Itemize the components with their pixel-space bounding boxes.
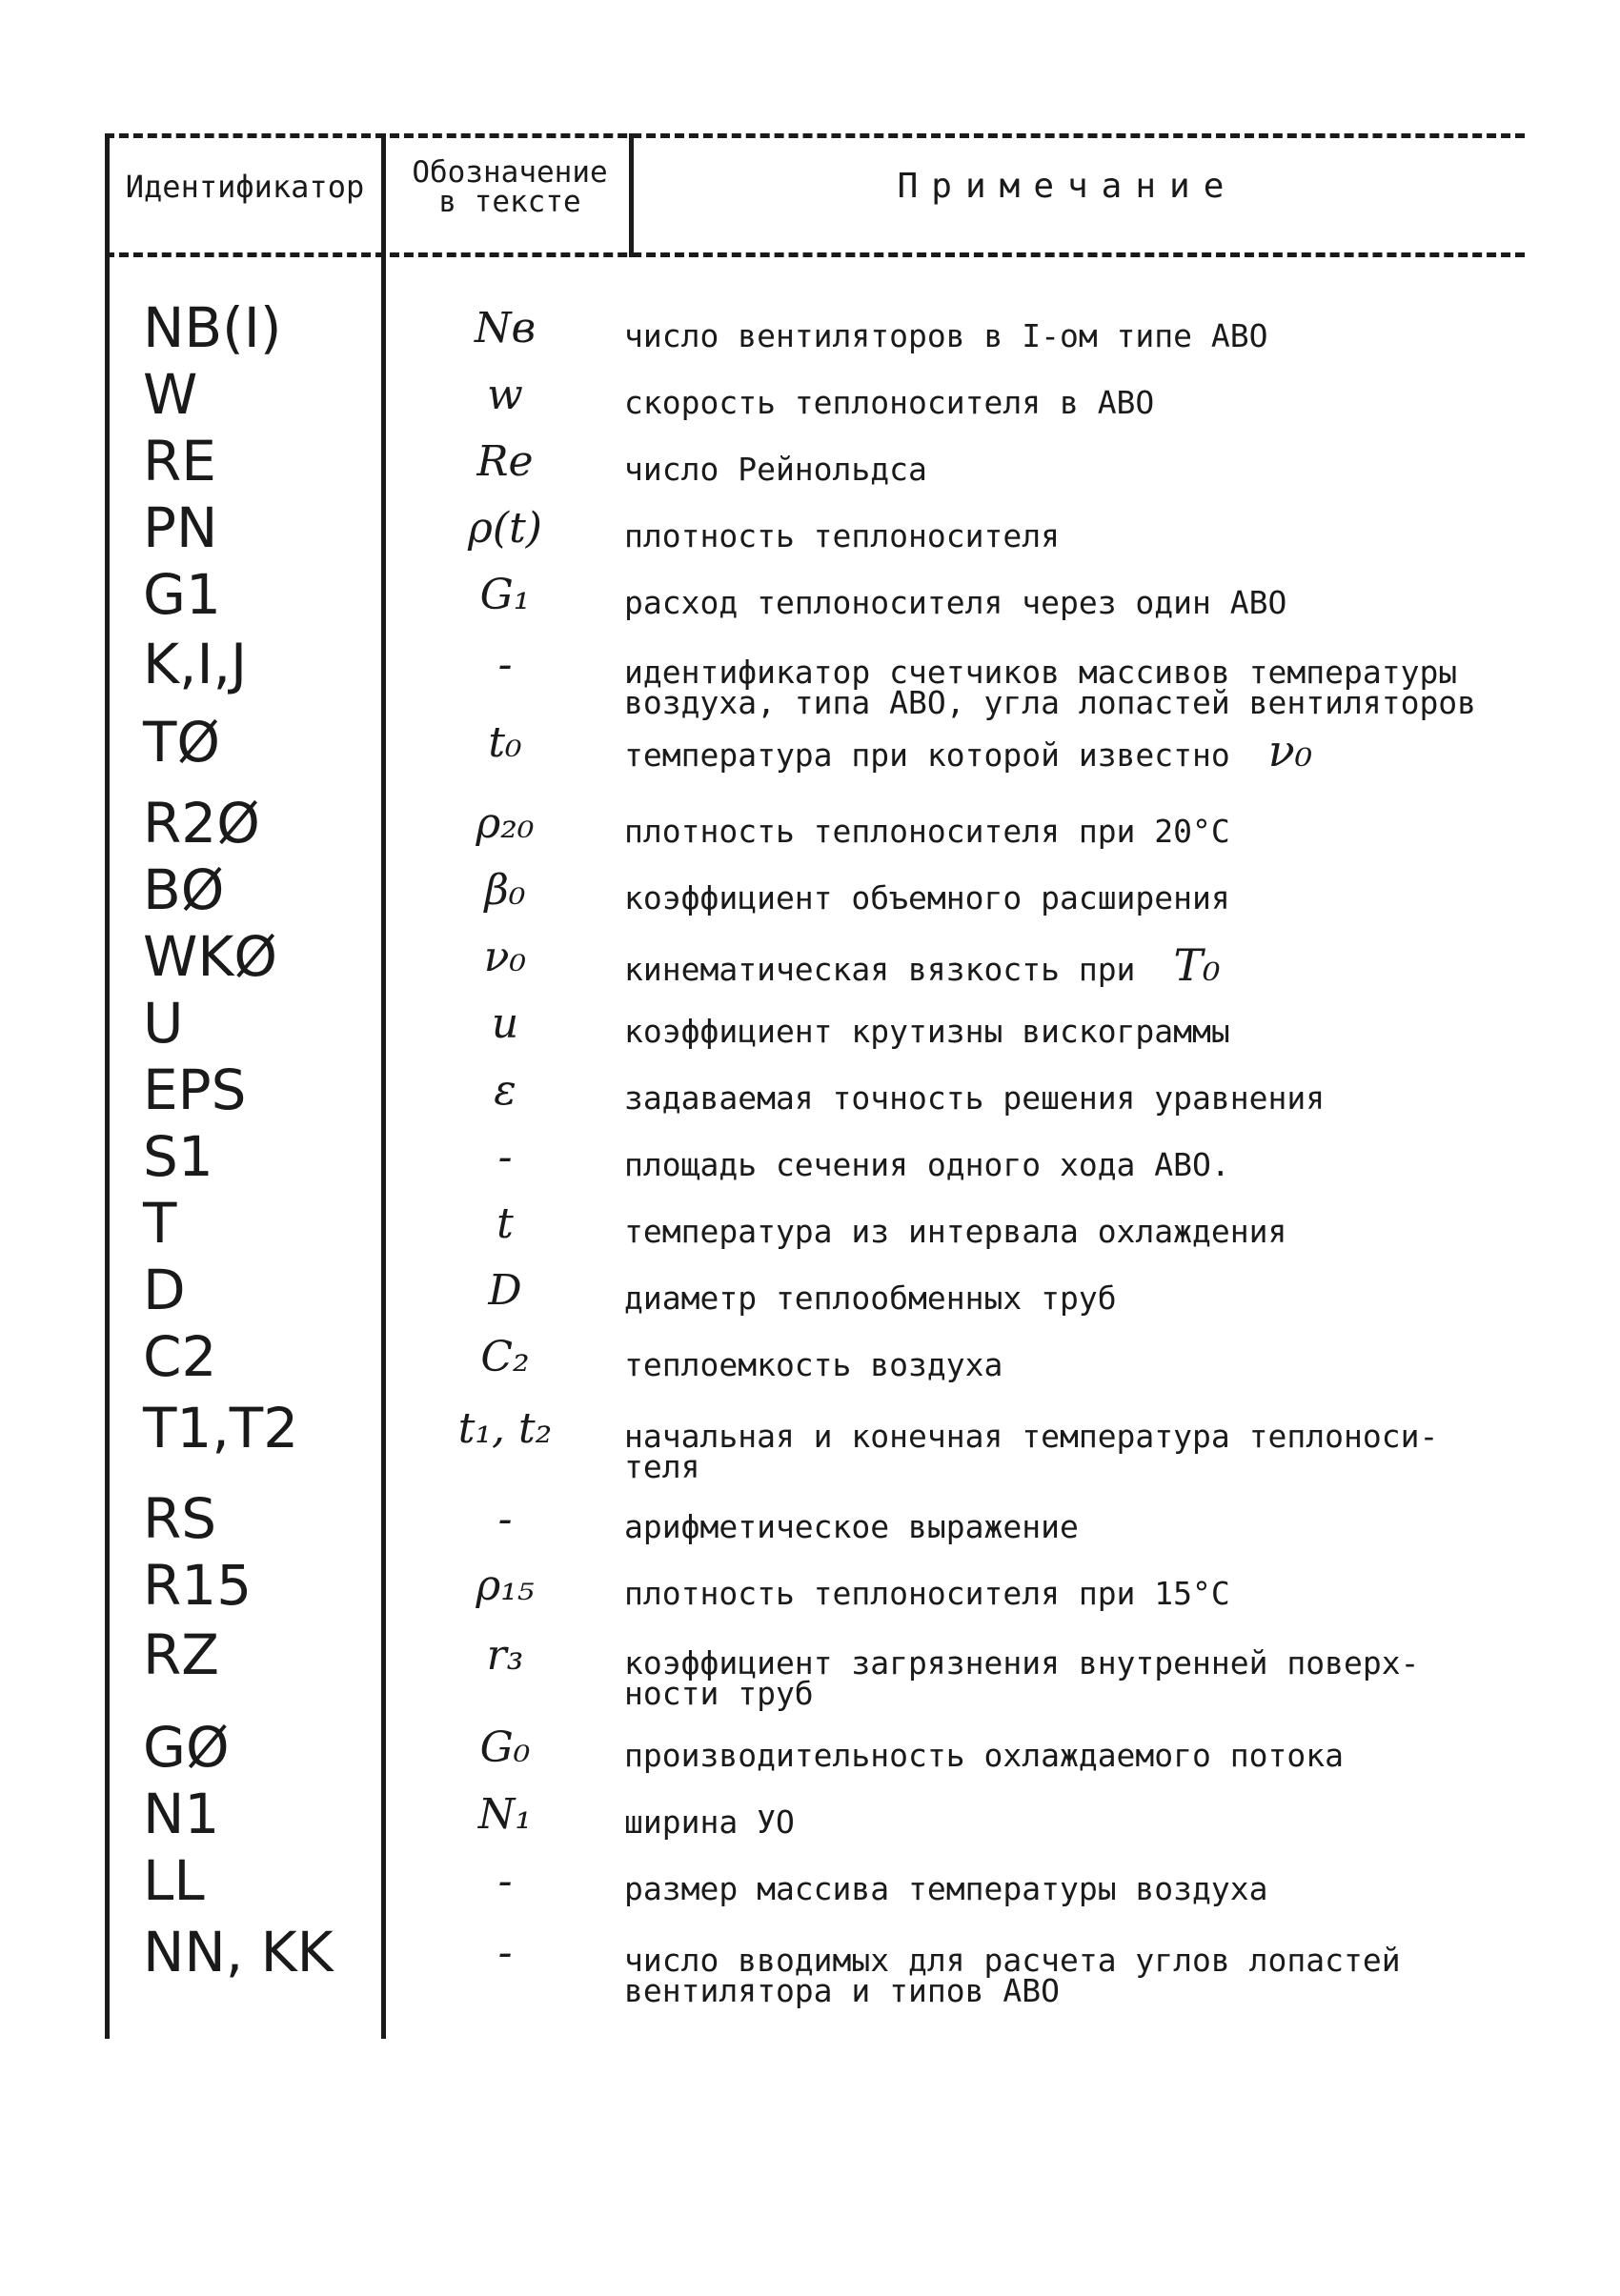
identifier-cell: NN, KK [143, 1920, 334, 1984]
designation-cell: t₀ [488, 718, 522, 767]
header-designation-line2: в тексте [438, 185, 581, 219]
table-top-rule [105, 133, 1525, 138]
designation-cell: - [497, 640, 513, 689]
designation-cell: G₀ [479, 1723, 531, 1772]
note-line: скорость теплоносителя в АВО [624, 384, 1155, 421]
identifier-cell: W [143, 362, 198, 427]
designation-cell: - [497, 1495, 513, 1543]
identifier-cell: EPS [143, 1057, 247, 1122]
identifier-cell: T1,T2 [143, 1396, 299, 1460]
note-cell [624, 1737, 1510, 1774]
note-cell [624, 1508, 1510, 1545]
note-line [624, 939, 1510, 991]
note-line: идентификатор счетчиков массивов температуры [624, 654, 1458, 691]
note-cell [624, 1575, 1510, 1612]
designation-cell: Re [476, 437, 534, 486]
designation-cell: ε [494, 1066, 516, 1115]
note-cell [624, 384, 1510, 421]
identifier-cell: C2 [143, 1324, 217, 1389]
designation-cell: - [497, 1133, 513, 1181]
note-cell [624, 1346, 1510, 1383]
note-line-text: температура при которой известно [624, 736, 1230, 774]
identifier-cell: BØ [143, 857, 225, 922]
note-cell [624, 1279, 1510, 1317]
identifier-cell: RZ [143, 1622, 220, 1687]
note-line: производительность охлаждаемого потока [624, 1737, 1344, 1774]
note-cell [624, 654, 1510, 721]
identifier-cell: S1 [143, 1124, 213, 1189]
identifier-cell: GØ [143, 1715, 230, 1780]
note-line: арифметическое выражение [624, 1508, 1079, 1545]
designation-cell: C₂ [480, 1333, 530, 1381]
note-cell [624, 1803, 1510, 1841]
designation-cell: u [491, 999, 519, 1048]
identifier-cell: NB(I) [143, 295, 282, 360]
designation-cell: - [497, 1857, 513, 1905]
note-line: вентилятора и типов АВО [624, 1972, 1060, 2009]
designation-cell: ρ(t) [468, 504, 542, 553]
identifier-cell: G1 [143, 562, 221, 627]
identifier-cell: T [143, 1191, 177, 1256]
note-cell [624, 1644, 1510, 1712]
designation-cell: ρ₁₅ [476, 1561, 535, 1610]
designation-cell: Nв [474, 304, 537, 352]
designation-cell: ρ₂₀ [476, 799, 535, 848]
identifier-cell: U [143, 991, 184, 1056]
designation-cell: D [488, 1266, 522, 1315]
designation-cell: w [487, 371, 523, 419]
identifier-cell: TØ [143, 710, 221, 775]
note-line: задаваемая точность решения уравнения [624, 1079, 1326, 1117]
note-line: коэффициент крутизны вискограммы [624, 1013, 1230, 1050]
identifier-cell: K,I,J [143, 632, 248, 696]
identifier-cell: WKØ [143, 924, 278, 989]
note-cell [624, 1013, 1510, 1050]
note-line: число Рейнольдса [624, 451, 927, 488]
identifier-cell: R2Ø [143, 791, 260, 856]
note-line: число вводимых для расчета углов лопастей [624, 1942, 1401, 1979]
identifier-cell: LL [143, 1848, 205, 1913]
note-line: плотность теплоносителя [624, 517, 1060, 554]
note-cell [624, 451, 1510, 488]
left-border [105, 133, 110, 2039]
header-identifier: Идентификатор [125, 169, 365, 205]
identifier-cell: D [143, 1258, 186, 1322]
note-symbol: T₀ [1173, 939, 1221, 991]
note-line: начальная и конечная температура теплоноси- [624, 1418, 1439, 1455]
note-cell [624, 813, 1510, 850]
note-line: температура из интервала охлаждения [624, 1213, 1287, 1250]
note-cell [624, 517, 1510, 554]
header-designation [391, 155, 629, 219]
note-line: коэффициент загрязнения внутренней поверх- [624, 1644, 1420, 1682]
note-symbol: ν₀ [1267, 725, 1313, 776]
header-designation-line1: Обозначение [412, 155, 608, 190]
header-note: Примечание [897, 167, 1238, 206]
note-line-text: кинематическая вязкость при [624, 951, 1136, 988]
designation-cell: - [497, 1928, 513, 1977]
note-line: теплоемкость воздуха [624, 1346, 1003, 1383]
note-line: плотность теплоносителя при 20°С [624, 813, 1230, 850]
note-line [624, 725, 1510, 776]
note-cell [624, 939, 1510, 991]
designation-cell: β₀ [484, 866, 526, 915]
note-line: плотность теплоносителя при 15°С [624, 1575, 1230, 1612]
designation-cell: ν₀ [483, 933, 527, 981]
note-cell [624, 1418, 1510, 1485]
column-divider-2 [629, 133, 634, 257]
designation-cell: G₁ [479, 571, 531, 619]
identifier-cell: R15 [143, 1553, 253, 1618]
note-cell [624, 1942, 1510, 2009]
designation-cell: r₃ [486, 1631, 524, 1680]
identifier-cell: N1 [143, 1782, 220, 1846]
note-cell [624, 1079, 1510, 1117]
identifier-cell: RS [143, 1486, 217, 1551]
note-line: коэффициент объемного расширения [624, 879, 1230, 916]
note-cell [624, 879, 1510, 916]
note-cell [624, 1146, 1510, 1183]
designation-cell: t₁, t₂ [457, 1404, 553, 1453]
note-line: число вентиляторов в I-ом типе АВО [624, 317, 1268, 354]
note-cell [624, 725, 1510, 776]
note-cell [624, 1213, 1510, 1250]
note-cell [624, 1870, 1510, 1907]
designation-cell: t [496, 1199, 514, 1248]
designation-cell: N₁ [477, 1790, 533, 1839]
note-line: размер массива температуры воздуха [624, 1870, 1268, 1907]
identifier-cell: RE [143, 429, 216, 493]
identifier-cell: PN [143, 495, 218, 560]
column-divider-1 [381, 133, 386, 2039]
note-line: теля [624, 1448, 700, 1485]
note-line: диаметр теплообменных труб [624, 1279, 1117, 1317]
header-bottom-rule [105, 252, 1525, 257]
note-cell [624, 584, 1510, 621]
note-line: воздуха, типа АВО, угла лопастей вентиляторов [624, 684, 1477, 721]
note-cell [624, 317, 1510, 354]
note-line: ности труб [624, 1675, 814, 1712]
note-line: площадь сечения одного хода АВО. [624, 1146, 1230, 1183]
note-line: ширина УО [624, 1803, 795, 1841]
note-line: расход теплоносителя через один АВО [624, 584, 1287, 621]
